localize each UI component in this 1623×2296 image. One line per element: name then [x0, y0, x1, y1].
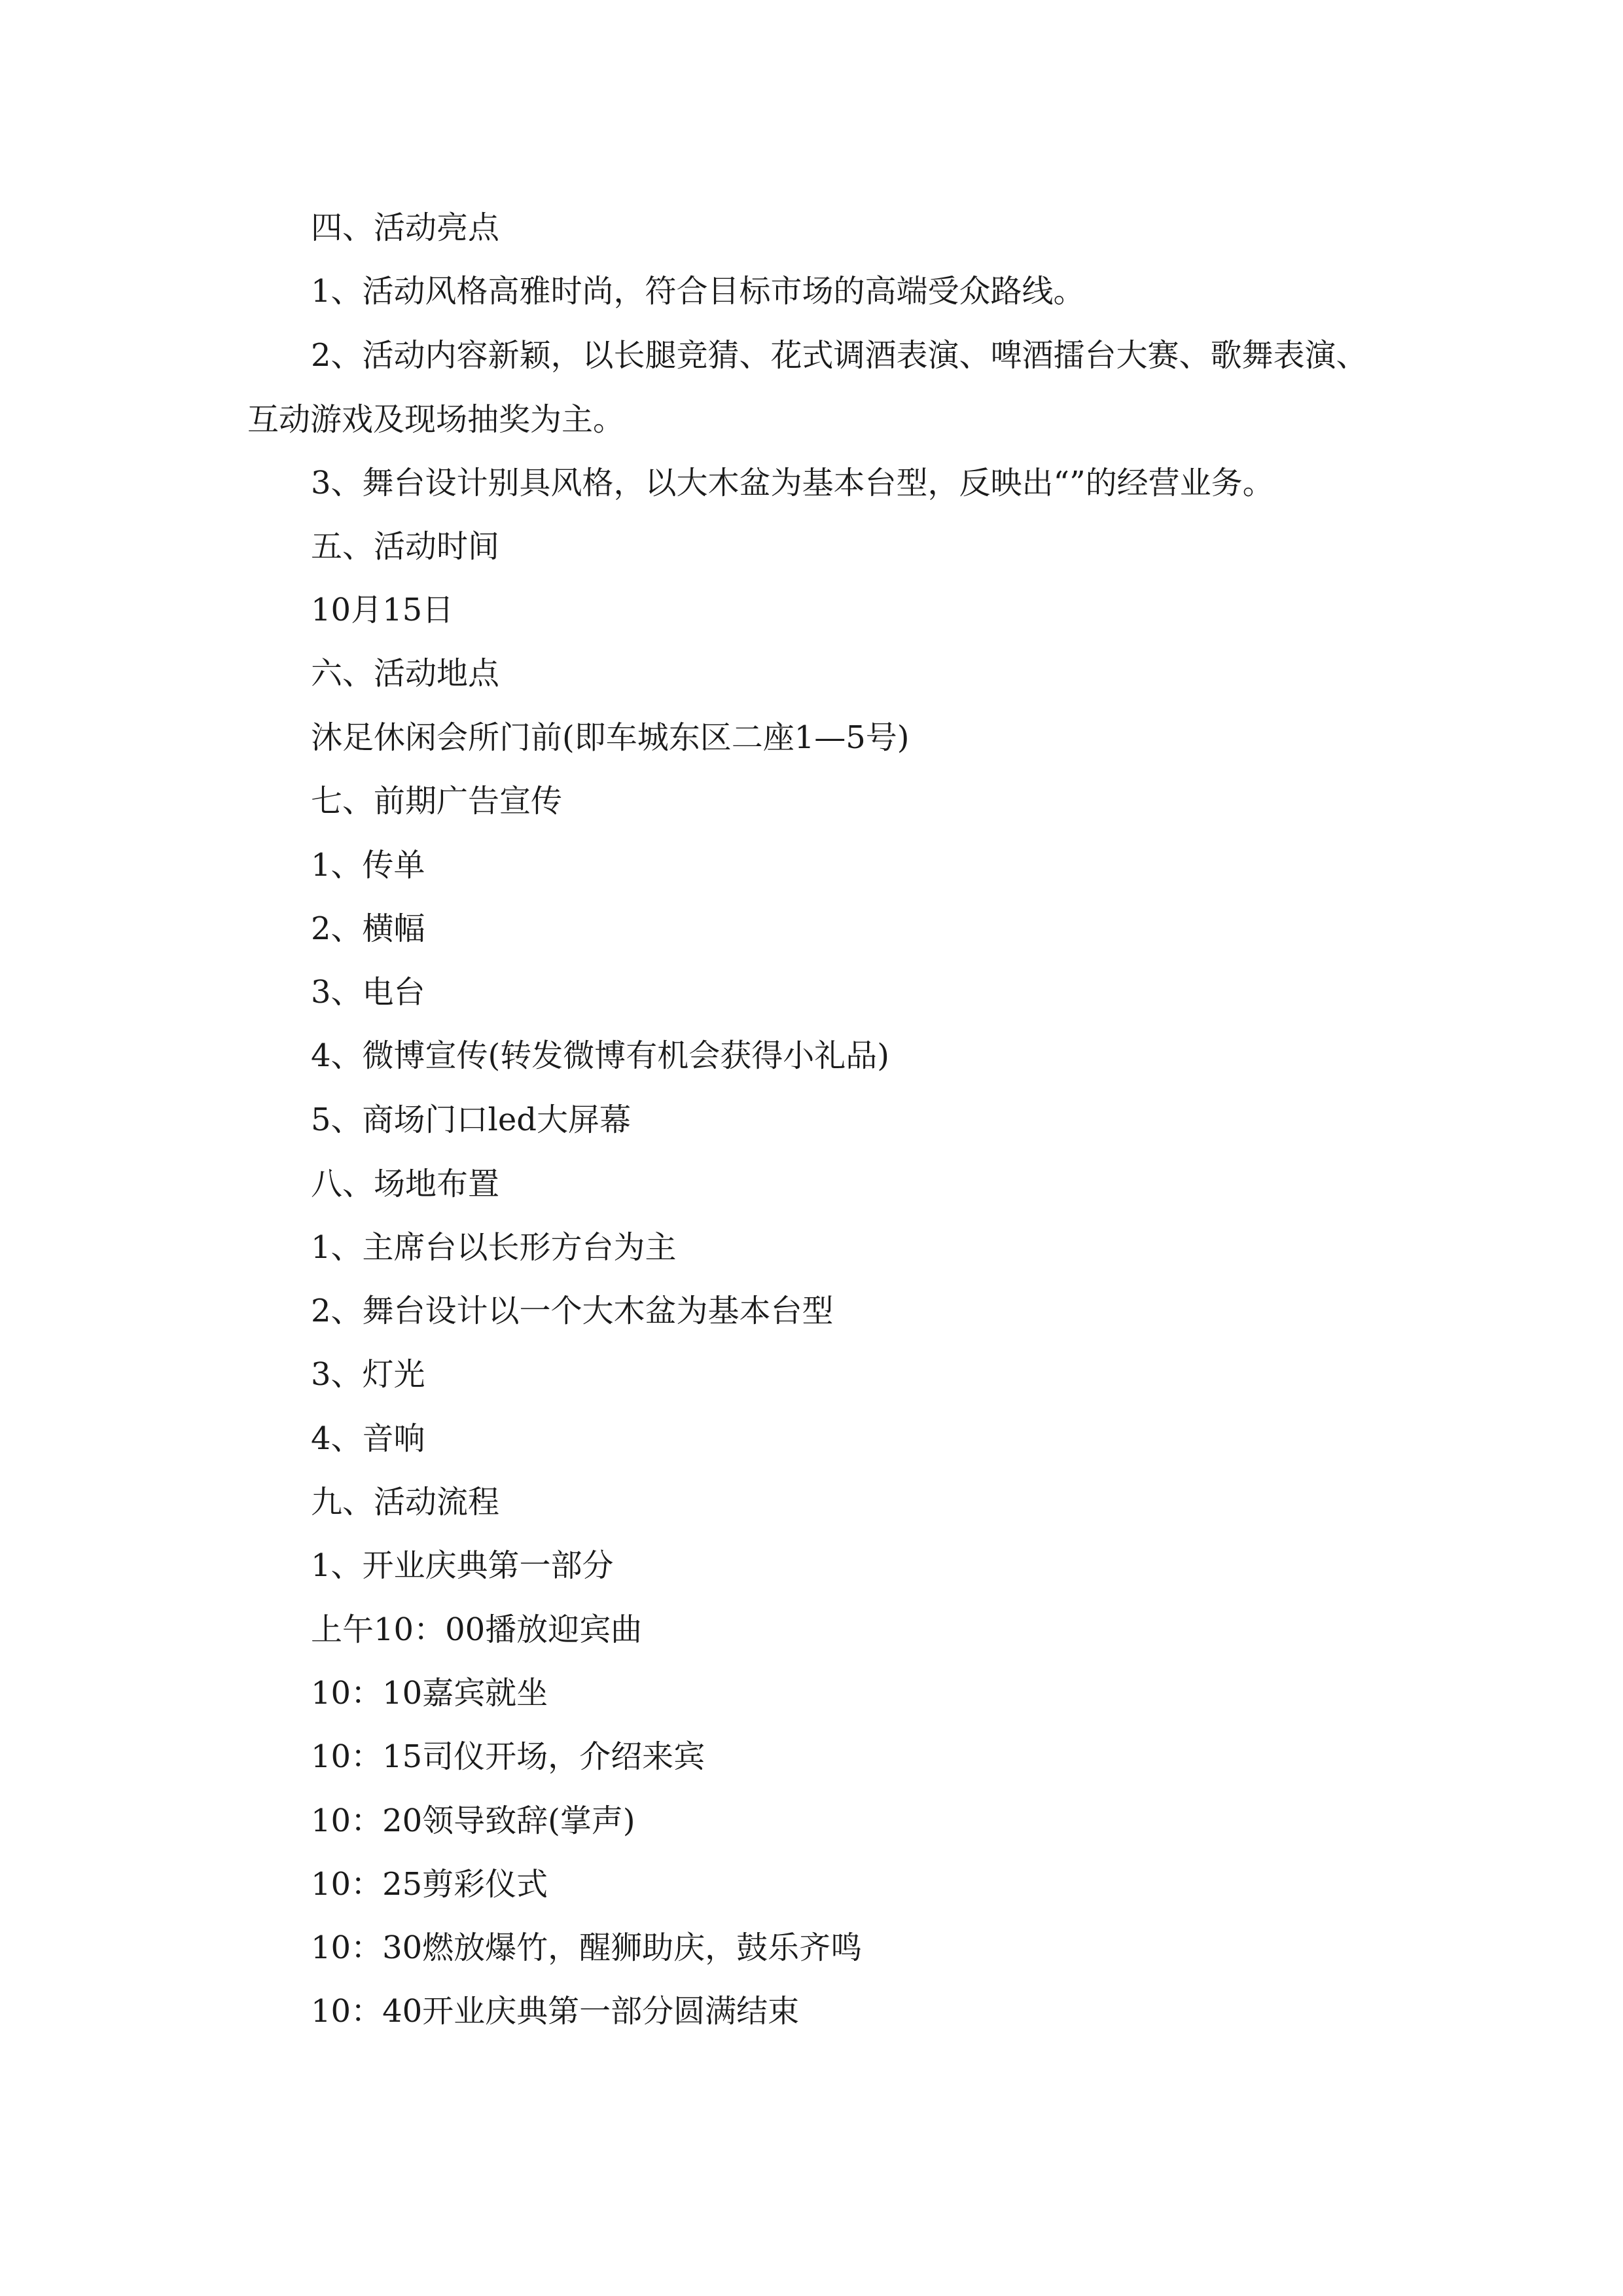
promotion-item-5: 5、商场门口led大屏幕 — [311, 1102, 632, 1138]
section-heading-venue-setup: 八、场地布置 — [311, 1166, 500, 1202]
schedule-part-1: 1、开业庆典第一部分 — [311, 1547, 614, 1584]
schedule-entry: 上午10：00播放迎宾曲 — [311, 1611, 643, 1648]
promotion-item-4: 4、微博宣传(转发微博有机会获得小礼品) — [311, 1037, 889, 1074]
venue-item-4: 4、音响 — [311, 1420, 425, 1457]
event-location: 沐足休闲会所门前(即车城东区二座1—5号) — [311, 719, 910, 756]
schedule-entry: 10：25剪彩仪式 — [311, 1866, 548, 1903]
promotion-item-3: 3、电台 — [311, 974, 425, 1011]
schedule-entry: 10：15司仪开场，介绍来宾 — [311, 1738, 705, 1775]
section-heading-location: 六、活动地点 — [311, 655, 500, 692]
highlight-item-3: 3、舞台设计别具风格，以大木盆为基本台型，反映出“”的经营业务。 — [311, 465, 1274, 501]
highlight-item-2: 2、活动内容新颖，以长腿竞猜、花式调酒表演、啤酒擂台大赛、歌舞表演、 — [311, 337, 1368, 374]
schedule-entry: 10：20领导致辞(掌声) — [311, 1803, 635, 1839]
highlight-item-1: 1、活动风格高雅时尚，符合目标市场的高端受众路线。 — [311, 273, 1085, 310]
promotion-item-2: 2、横幅 — [311, 910, 425, 947]
section-heading-time: 五、活动时间 — [311, 528, 500, 565]
event-date: 10月15日 — [311, 592, 454, 628]
venue-item-1: 1、主席台以长形方台为主 — [311, 1229, 677, 1266]
section-heading-highlights: 四、活动亮点 — [311, 209, 500, 246]
promotion-item-1: 1、传单 — [311, 847, 425, 884]
section-heading-promotion: 七、前期广告宣传 — [311, 783, 563, 819]
schedule-entry: 10：30燃放爆竹，醒狮助庆，鼓乐齐鸣 — [311, 1929, 863, 1966]
section-heading-schedule: 九、活动流程 — [311, 1484, 500, 1520]
venue-item-2: 2、舞台设计以一个大木盆为基本台型 — [311, 1293, 834, 1329]
schedule-entry: 10：10嘉宾就坐 — [311, 1675, 548, 1712]
schedule-entry: 10：40开业庆典第一部分圆满结束 — [311, 1993, 800, 2030]
highlight-item-2-continued: 互动游戏及现场抽奖为主。 — [247, 401, 625, 438]
venue-item-3: 3、灯光 — [311, 1356, 425, 1393]
